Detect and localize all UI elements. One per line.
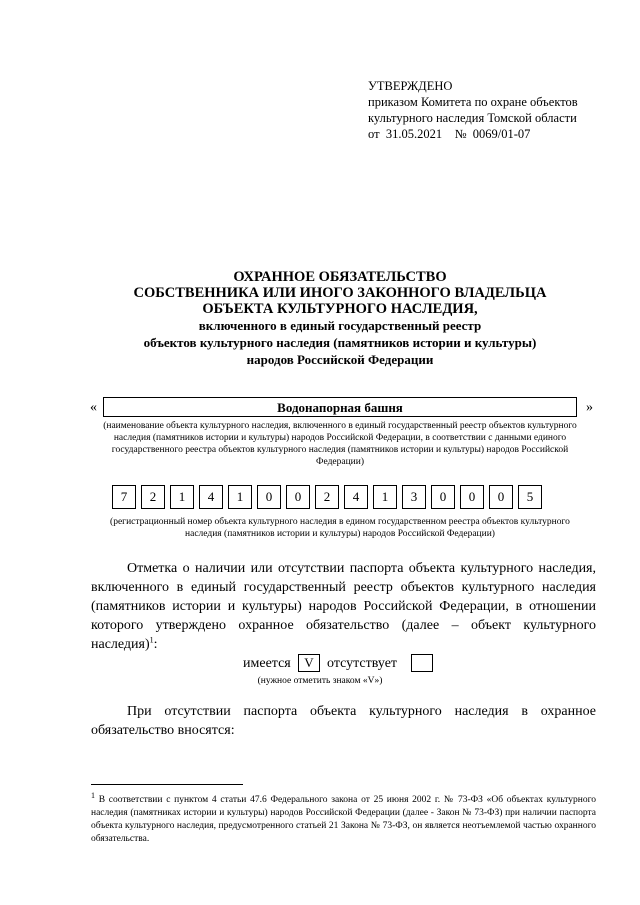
approval-number-prefix: №	[454, 127, 467, 141]
reg-digit-cell[interactable]: 7	[112, 485, 136, 509]
quote-close: »	[586, 400, 593, 415]
quote-open: «	[90, 400, 97, 415]
reg-digit-cell[interactable]: 0	[286, 485, 310, 509]
footnote-separator	[91, 784, 243, 785]
approval-order-line	[368, 126, 608, 142]
reg-digit-cell[interactable]: 0	[431, 485, 455, 509]
approval-date: 31.05.2021	[385, 127, 443, 141]
title-line-1: ОХРАННОЕ ОБЯЗАТЕЛЬСТВО	[233, 269, 447, 285]
approval-line-1: приказом Комитета по охране объектов	[368, 95, 578, 109]
object-name-caption: (наименование объекта культурного наследия, включенного в единый государственный реестр объектов культурного наследия (памятников истории и культуры) народов Российской Федерации, в соответствии с данными единого государственного реестра объектов культурного наследия (памятников истории и культуры) народов Российской Федерации)	[103, 421, 577, 467]
reg-digit-cell[interactable]: 0	[257, 485, 281, 509]
approval-date-prefix: от	[368, 127, 380, 141]
title-line-6: народов Российской Федерации	[246, 352, 434, 367]
reg-digit-cell[interactable]: 1	[170, 485, 194, 509]
registration-caption: (регистрационный номер объекта культурного наследия в едином государственном реестра объектов культурного наследия (памятников истории и культуры) народов Российской Федерации)	[110, 517, 570, 539]
object-name-field[interactable]: Водонапорная башня	[103, 397, 577, 417]
reg-digit-cell[interactable]: 2	[315, 485, 339, 509]
passport-presence-row	[243, 655, 398, 673]
footnote-text: В соответствии с пунктом 4 статьи 47.6 Федерального закона от 25 июня 2002 г. № 73-ФЗ «Об объектах культурного наследия (памятниках истории и культуры) народов Российской Федерации (далее - Закон № 73-ФЗ) при наличии паспорта объекта культурного наследия, предусмотренного статьей 21 Закона № 73-ФЗ, он является неотъемлемой частью охранного обязательства.	[91, 795, 597, 844]
reg-digit-cell[interactable]: 3	[402, 485, 426, 509]
passport-paragraph-end: :	[153, 637, 158, 652]
has-passport-checkbox[interactable]: V	[298, 654, 320, 672]
reg-digit-cell[interactable]: 2	[141, 485, 165, 509]
reg-digit-cell[interactable]: 0	[489, 485, 513, 509]
checkbox-hint: (нужное отметить знаком «V»)	[257, 676, 383, 686]
approval-line-2: культурного наследия Томской области	[368, 111, 577, 125]
title-line-2: СОБСТВЕННИКА ИЛИ ИНОГО ЗАКОННОГО ВЛАДЕЛЬЦА	[133, 285, 547, 301]
title-line-5: объектов культурного наследия (памятников истории и культуры)	[143, 335, 537, 350]
registration-number	[112, 485, 542, 509]
footnote-reference[interactable]: 1	[149, 635, 154, 645]
no-passport-label: отсутствует	[327, 656, 398, 671]
approval-block	[368, 78, 608, 142]
footnote-number: 1	[91, 790, 95, 800]
reg-digit-cell[interactable]: 0	[460, 485, 484, 509]
passport-paragraph	[91, 559, 596, 654]
reg-digit-cell[interactable]: 1	[373, 485, 397, 509]
approval-heading: УТВЕРЖДЕНО	[368, 79, 453, 93]
approval-number: 0069/01-07	[472, 127, 531, 141]
title-line-4: включенного в единый государственный реестр	[198, 318, 482, 333]
passport-paragraph-text: Отметка о наличии или отсутствии паспорта объекта культурного наследия, включенного в единый государственный реестр объектов культурного наследия (памятников истории и культуры) народов Российской Федерации, в отношении которого утверждено охранное обязательство (далее – объект культурного наследия)	[91, 561, 596, 652]
absence-paragraph: При отсутствии паспорта объекта культурного наследия в охранное обязательство вносятся:	[91, 704, 596, 738]
reg-digit-cell[interactable]: 4	[199, 485, 223, 509]
title-line-3: ОБЪЕКТА КУЛЬТУРНОГО НАСЛЕДИЯ,	[202, 301, 478, 317]
reg-digit-cell[interactable]: 1	[228, 485, 252, 509]
no-passport-checkbox[interactable]	[411, 654, 433, 672]
reg-digit-cell[interactable]: 5	[518, 485, 542, 509]
has-passport-label: имеется	[243, 656, 291, 671]
reg-digit-cell[interactable]: 4	[344, 485, 368, 509]
footnote	[91, 790, 597, 846]
document-title	[60, 269, 620, 368]
